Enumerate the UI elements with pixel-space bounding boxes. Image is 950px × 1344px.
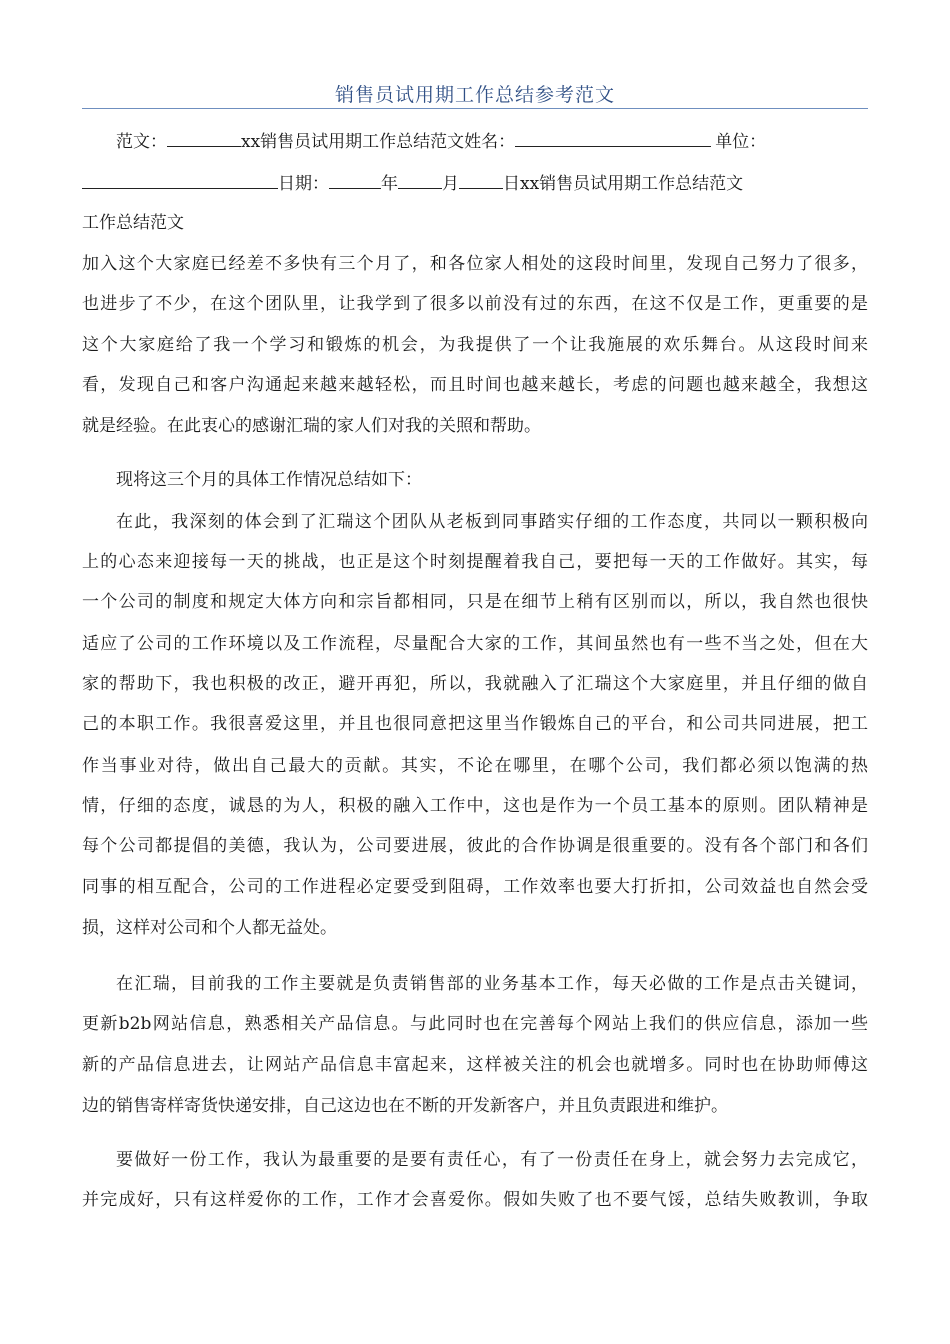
title-underline — [82, 108, 868, 109]
form-line-2 — [82, 172, 868, 194]
paragraph-1-line-1: 加入这个大家庭已经差不多快有三个月了，和各位家人相处的这段时间里，发现自己努力了很多， — [82, 254, 868, 274]
paragraph-4-line-2: 更新b2b网站信息，熟悉相关产品信息。与此同时也在完善每个网站上我们的供应信息，添加一些 — [82, 1014, 868, 1034]
paragraph-1-line-2: 也进步了不少，在这个团队里，让我学到了很多以前没有过的东西，在这不仅是工作，更重要的是 — [82, 294, 868, 314]
paragraph-5-line-1: 要做好一份工作，我认为最重要的是要有责任心，有了一份责任在身上，就会努力去完成它， — [116, 1150, 868, 1170]
document-title: 销售员试用期工作总结参考范文 — [334, 84, 615, 106]
paragraph-3-line-2: 上的心态来迎接每一天的挑战，也正是这个时刻提醒着我自己，要把每一天的工作做好。其实，每 — [82, 552, 868, 572]
paragraph-4-line-3: 新的产品信息进去，让网站产品信息丰富起来，这样被关注的机会也就增多。同时也在协助师傅这 — [82, 1055, 868, 1075]
form-prefix: 范文： — [116, 132, 167, 152]
form-mid: xx销售员试用期工作总结范文姓名： — [241, 132, 516, 152]
paragraph-3-line-1: 在此，我深刻的体会到了汇瑞这个团队从老板到同事踏实仔细的工作态度，共同以一颗积极向 — [116, 512, 868, 532]
paragraph-4-line-1: 在汇瑞，目前我的工作主要就是负责销售部的业务基本工作，每天必做的工作是点击关键词， — [116, 974, 868, 994]
paragraph-3-line-8: 情，仔细的态度，诚恳的为人，积极的融入工作中，这也是作为一个员工基本的原则。团队精神是 — [82, 796, 868, 816]
paragraph-1-line-4: 看，发现自己和客户沟通起来越来越轻松，而且时间也越来越长，考虑的问题也越来越全，我想这 — [82, 375, 868, 395]
paragraph-3-line-10: 同事的相互配合，公司的工作进程必定要受到阻碍，工作效率也要大打折扣，公司效益也自然会受 — [82, 877, 868, 897]
paragraph-4-line-4: 边的销售寄样寄货快递安排，自己这边也在不断的开发新客户，并且负责跟进和维护。 — [82, 1096, 728, 1116]
paragraph-3-line-7: 作当事业对待，做出自己最大的贡献。其实，不论在哪里，在哪个公司，我们都必须以饱满的热 — [82, 756, 868, 776]
paragraph-3-line-4: 适应了公司的工作环境以及工作流程，尽量配合大家的工作，其间虽然也有一些不当之处，但在大 — [82, 634, 868, 654]
month-label: 月 — [442, 174, 459, 194]
paragraph-3-line-3: 一个公司的制度和规定大体方向和宗旨都相同，只是在细节上稍有区别而以，所以，我自然也很快 — [82, 592, 868, 612]
date-label: 日期： — [278, 174, 329, 194]
paragraph-3-line-6: 己的本职工作。我很喜爱这里，并且也很同意把这里当作锻炼自己的平台，和公司共同进展，把工 — [82, 714, 868, 734]
paragraph-2-line-1: 现将这三个月的具体工作情况总结如下： — [116, 470, 422, 490]
paragraph-3-line-11: 损，这样对公司和个人都无益处。 — [82, 918, 337, 938]
form-unit-label: 单位： — [715, 132, 767, 152]
month-blank — [398, 172, 442, 189]
name-blank — [167, 130, 241, 147]
form-line-1 — [116, 130, 902, 152]
subheading: 工作总结范文 — [82, 213, 184, 233]
day-blank — [459, 172, 503, 189]
paragraph-3-line-5: 家的帮助下，我也积极的改正，避开再犯，所以，我就融入了汇瑞这个大家庭里，并且仔细的做自 — [82, 674, 868, 694]
year-blank — [329, 172, 381, 189]
paragraph-5-line-2: 并完成好，只有这样爱你的工作，工作才会喜爱你。假如失败了也不要气馁，总结失败教训，争取 — [82, 1190, 868, 1210]
year-label: 年 — [381, 174, 398, 194]
name-field-blank — [515, 130, 711, 147]
day-tail: 日xx销售员试用期工作总结范文 — [503, 174, 744, 194]
unit-field-blank — [82, 172, 278, 189]
paragraph-1-line-5: 就是经验。在此衷心的感谢汇瑞的家人们对我的关照和帮助。 — [82, 416, 541, 436]
paragraph-1-line-3: 这个大家庭给了我一个学习和锻炼的机会，为我提供了一个让我施展的欢乐舞台。从这段时间来 — [82, 335, 868, 355]
paragraph-3-line-9: 每个公司都提倡的美德，我认为，公司要进展，彼此的合作协调是很重要的。没有各个部门和各们 — [82, 836, 868, 856]
